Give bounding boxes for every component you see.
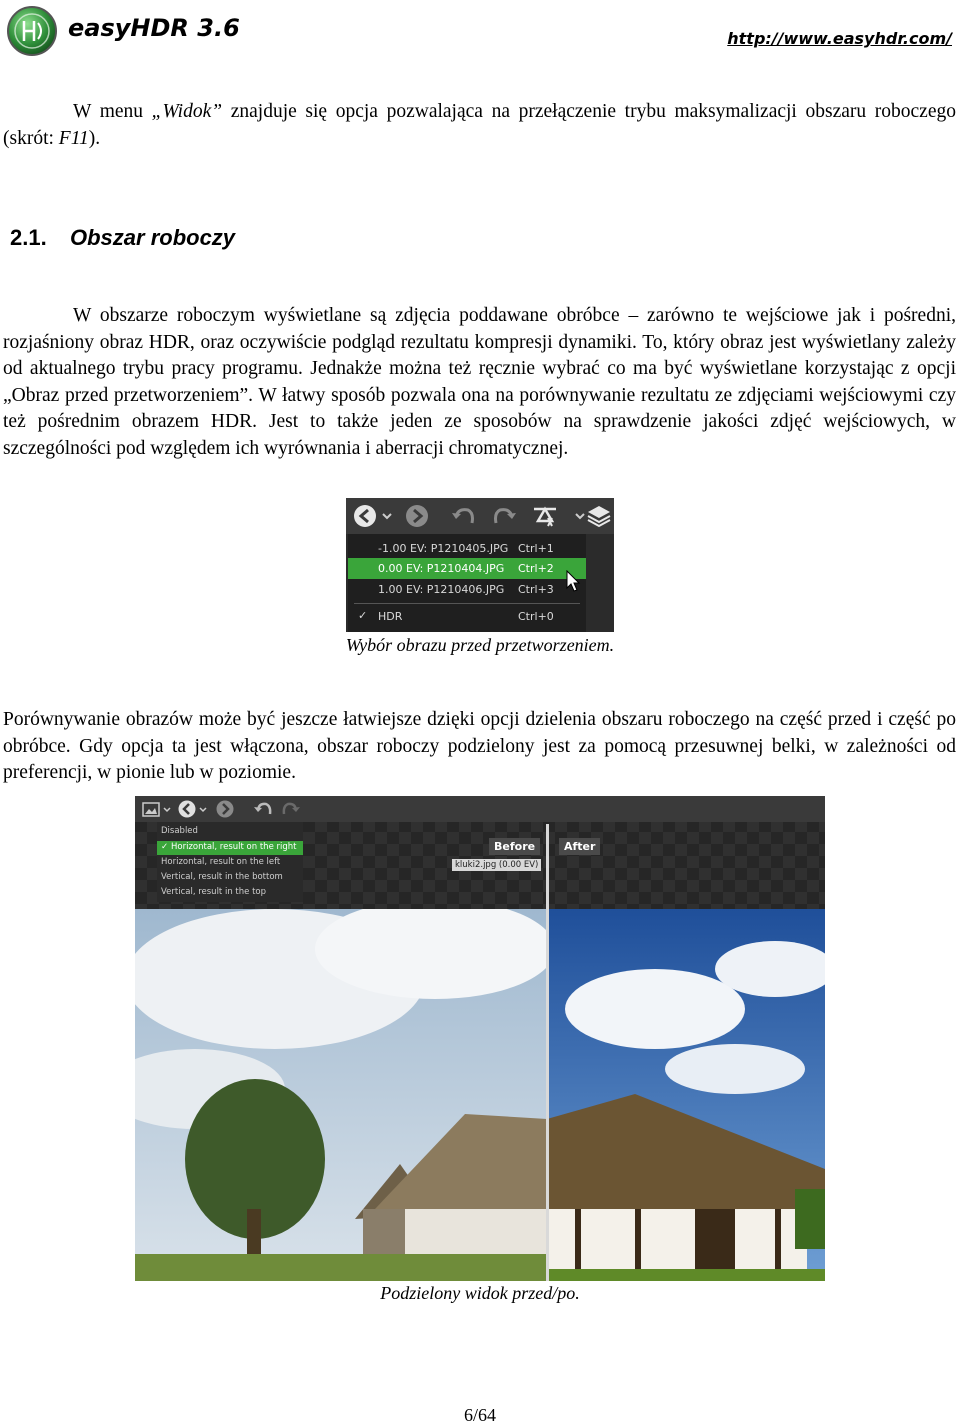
- checkmark-icon: ✓: [358, 609, 368, 622]
- text-segment: W menu: [73, 101, 152, 122]
- page-number: 6/64: [463, 1405, 496, 1425]
- menu-item-horizontal-left[interactable]: [157, 856, 303, 870]
- split-divider-handle[interactable]: [546, 824, 549, 1281]
- split-mode-menu: [157, 822, 303, 902]
- mouse-cursor-icon: [565, 570, 581, 594]
- paragraph-text: Porównywanie obrazów może być jeszcze łatwiejsze dzięki opcji dzielenia obszaru roboczego na część przed i część po obróbce. Gdy opcja ta jest włączona, obszar roboczy podzielony jest za pomocą przesuwnej belki, w zależności od preferencji, w pionie lub w poziomie.: [3, 709, 956, 783]
- file-name-label: kluki2.jpg (0.00 EV): [452, 859, 541, 871]
- menu-item-label: Vertical, result in the bottom: [161, 872, 283, 882]
- menu-item-label: 0.00 EV: P1210404.JPG: [378, 562, 505, 575]
- text-segment: ).: [88, 127, 101, 149]
- toolbar: [135, 796, 825, 822]
- compare-icon[interactable]: [532, 503, 558, 529]
- menu-item-label: 1.00 EV: P1210406.JPG: [378, 583, 505, 596]
- menu-name: „Widok”: [151, 101, 223, 122]
- paragraph-workspace: [3, 303, 956, 462]
- after-label: After: [559, 838, 600, 855]
- redo-icon[interactable]: [281, 799, 301, 819]
- menu-item-label: Vertical, result in the top: [161, 887, 267, 897]
- figure1-caption: Wybór obrazu przed przetworzeniem.: [345, 635, 615, 655]
- undo-icon[interactable]: [253, 799, 273, 819]
- page-header: [0, 0, 960, 60]
- paragraph-text: W obszarze roboczym wyświetlane są zdjęcia poddawane obróbce – zarówno te wejściowe jak i pośredni, rozjaśniony obraz HDR, oraz oczywiście podgląd rezultatu kompresji dynamiki. To, który obraz jest wyświetlany zależy od aktualnego trybu pracy programu. Jednakże można też ręcznie wybrać co ma być wyświetlane korzystając z opcji „Obraz przed przetworzeniem”. W łatwy sposób pozwala ona na porównywanie rezultatu ze zdjęciami wejściowymi czy też pośrednim obrazem HDR. Jest to także jeden ze sposobów na sprawdzenie jakości zdjęć wejściowych, w szczególności pod względem ich wyrównania i aberracji chromatycznej.: [3, 305, 956, 459]
- menu-item-shortcut: Ctrl+2: [518, 562, 554, 575]
- menu-item-horizontal-right[interactable]: [157, 841, 303, 855]
- image-select-screenshot: [346, 498, 614, 632]
- checkmark-icon: ✓: [161, 842, 169, 852]
- chevron-down-icon[interactable]: [161, 799, 173, 819]
- menu-item-vertical-bottom[interactable]: [157, 871, 303, 885]
- forward-arrow-icon[interactable]: [404, 503, 430, 529]
- undo-icon[interactable]: [450, 503, 476, 529]
- menu-item-shortcut: Ctrl+3: [518, 583, 554, 596]
- text-segment: znajduje się opcja pozwalająca na przełączenie trybu maksymalizacji obszaru roboczego (skrót:: [3, 101, 956, 149]
- back-arrow-icon[interactable]: [177, 799, 197, 819]
- image-select-menu: [348, 534, 586, 632]
- menu-item-label: Horizontal, result on the right: [171, 842, 297, 852]
- back-arrow-icon[interactable]: [352, 503, 378, 529]
- menu-item-shortcut: Ctrl+0: [518, 610, 554, 623]
- easyhdr-logo-icon: [6, 5, 58, 57]
- menu-item-disabled[interactable]: [157, 825, 303, 839]
- redo-icon[interactable]: [492, 503, 518, 529]
- toolbar: [346, 498, 614, 534]
- chevron-down-icon[interactable]: [197, 799, 209, 819]
- shortcut-key: F11: [58, 127, 89, 149]
- menu-item-label: -1.00 EV: P1210405.JPG: [378, 542, 509, 555]
- split-view-screenshot: [135, 796, 825, 1281]
- menu-item-label: Horizontal, result on the left: [161, 857, 281, 867]
- figure2-caption: Podzielony widok przed/po.: [380, 1283, 580, 1303]
- forward-arrow-icon[interactable]: [215, 799, 235, 819]
- before-label: Before: [489, 838, 540, 855]
- chevron-down-icon[interactable]: [380, 503, 394, 529]
- section-number: 2.1.: [10, 225, 47, 250]
- section-heading: [10, 225, 235, 251]
- menu-item-hdr[interactable]: [348, 606, 586, 627]
- menu-item-label: Disabled: [161, 826, 198, 836]
- layers-icon[interactable]: [586, 503, 612, 529]
- section-title: Obszar roboczy: [70, 225, 236, 250]
- image-icon[interactable]: [141, 799, 161, 819]
- website-link[interactable]: http://www.easyhdr.com/: [727, 29, 952, 48]
- menu-item-vertical-top[interactable]: [157, 886, 303, 900]
- paragraph-menu-widok: [3, 99, 956, 152]
- menu-item-ev-minus[interactable]: [348, 538, 586, 559]
- menu-item-shortcut: Ctrl+1: [518, 542, 554, 555]
- menu-item-ev-plus[interactable]: [348, 579, 586, 600]
- menu-item-ev-zero[interactable]: [348, 558, 586, 579]
- split-photo: [135, 909, 825, 1281]
- brand-title: easyHDR 3.6: [68, 14, 240, 42]
- paragraph-split-view: [3, 707, 956, 787]
- menu-separator: [354, 603, 580, 604]
- menu-item-label: HDR: [378, 610, 403, 623]
